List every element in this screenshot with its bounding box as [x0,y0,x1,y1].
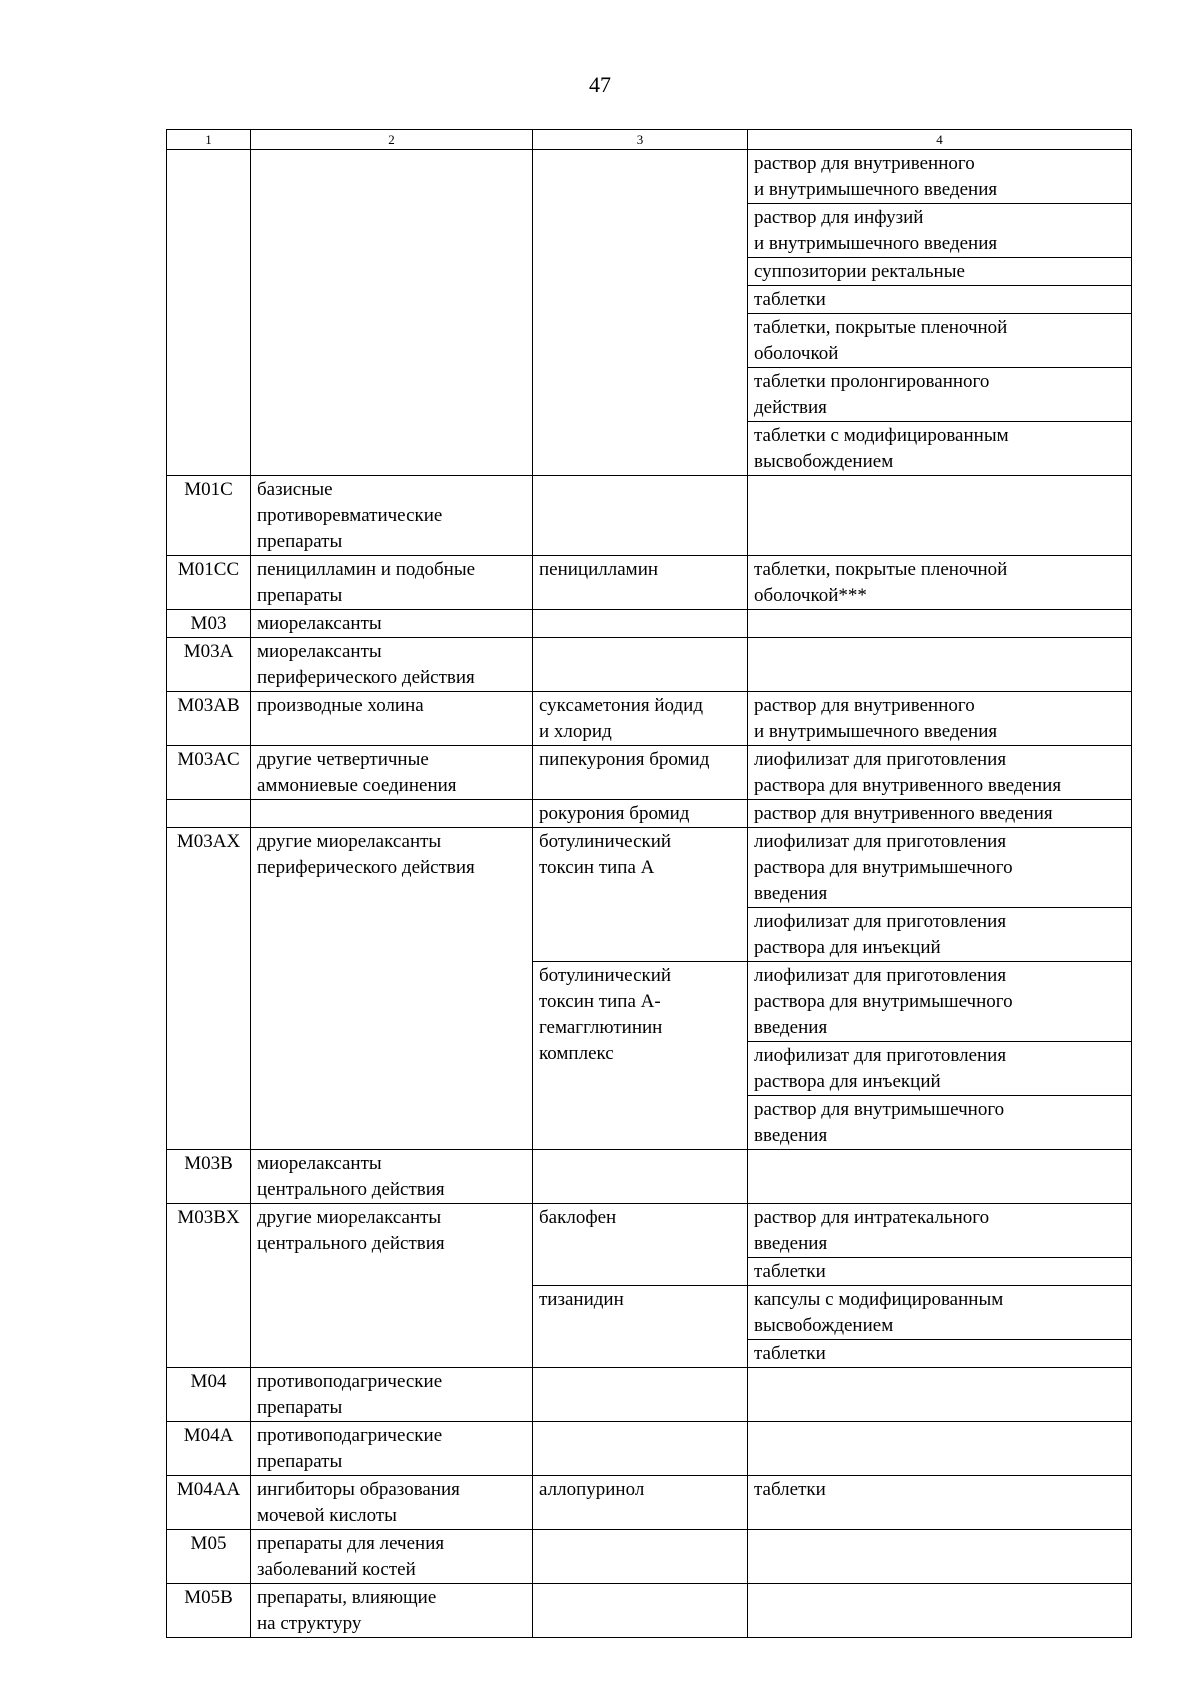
drug-name-cell [533,1150,748,1204]
table-row [167,1204,1132,1258]
dosage-form-cell: таблетки пролонгированного действия [748,368,1132,422]
drug-name-cell: рокурония бромид [533,800,748,828]
table-header-row [167,130,1132,150]
group-name-cell: противоподагрические препараты [251,1368,533,1422]
group-name-cell [251,800,533,828]
dosage-form-cell: лиофилизат для приготовления раствора для внутримышечного введения [748,828,1132,908]
table-row [167,1150,1132,1204]
table-row [167,476,1132,556]
dosage-form-cell: лиофилизат для приготовления раствора для внутримышечного введения [748,962,1132,1042]
dosage-form-cell: лиофилизат для приготовления раствора для инъекций [748,1042,1132,1096]
table-row [167,1368,1132,1422]
drug-name-cell [533,476,748,556]
group-name-cell: миорелаксанты [251,610,533,638]
drug-name-cell: ботулинический токсин типа А- гемагглютинин комплекс [533,962,748,1150]
dosage-form-cell [748,476,1132,556]
atc-code-cell: M03 [167,610,251,638]
table-row [167,150,1132,204]
drug-name-cell: тизанидин [533,1286,748,1368]
drug-name-cell: аллопуринол [533,1476,748,1530]
table-row [167,1584,1132,1638]
dosage-form-cell: таблетки с модифицированным высвобождением [748,422,1132,476]
drug-name-cell: суксаметония йодид и хлорид [533,692,748,746]
dosage-form-cell: таблетки [748,1258,1132,1286]
atc-code-cell: M03AB [167,692,251,746]
drug-table [166,129,1132,1638]
column-header: 4 [748,130,1132,150]
group-name-cell: миорелаксанты периферического действия [251,638,533,692]
group-name-cell: производные холина [251,692,533,746]
atc-code-cell [167,150,251,476]
atc-code-cell [167,800,251,828]
table-row [167,692,1132,746]
dosage-form-cell [748,610,1132,638]
column-header: 2 [251,130,533,150]
drug-name-cell [533,610,748,638]
dosage-form-cell [748,1150,1132,1204]
group-name-cell: противоподагрические препараты [251,1422,533,1476]
group-name-cell: препараты, влияющие на структуру [251,1584,533,1638]
atc-code-cell: M03AC [167,746,251,800]
dosage-form-cell: суппозитории ректальные [748,258,1132,286]
dosage-form-cell [748,1584,1132,1638]
drug-name-cell [533,150,748,476]
atc-code-cell: M04A [167,1422,251,1476]
atc-code-cell: M05 [167,1530,251,1584]
dosage-form-cell: раствор для внутривенного и внутримышечного введения [748,150,1132,204]
dosage-form-cell: лиофилизат для приготовления раствора для инъекций [748,908,1132,962]
dosage-form-cell: раствор для внутримышечного введения [748,1096,1132,1150]
group-name-cell: пеницилламин и подобные препараты [251,556,533,610]
table-row [167,1530,1132,1584]
drug-name-cell [533,638,748,692]
drug-name-cell: ботулинический токсин типа А [533,828,748,962]
atc-code-cell: M04AA [167,1476,251,1530]
drug-name-cell [533,1422,748,1476]
dosage-form-cell: таблетки [748,286,1132,314]
dosage-form-cell: капсулы с модифицированным высвобождением [748,1286,1132,1340]
column-header: 1 [167,130,251,150]
drug-name-cell [533,1530,748,1584]
group-name-cell: другие миорелаксанты периферического действия [251,828,533,1150]
dosage-form-cell [748,1422,1132,1476]
atc-code-cell: M03B [167,1150,251,1204]
atc-code-cell: M03AX [167,828,251,1150]
table-row [167,1476,1132,1530]
drug-name-cell: пипекурония бромид [533,746,748,800]
dosage-form-cell: лиофилизат для приготовления раствора для внутривенного введения [748,746,1132,800]
dosage-form-cell: таблетки, покрытые пленочной оболочкой [748,314,1132,368]
dosage-form-cell: таблетки, покрытые пленочной оболочкой*** [748,556,1132,610]
drug-name-cell: баклофен [533,1204,748,1286]
group-name-cell: другие миорелаксанты центрального действия [251,1204,533,1368]
table-row [167,1422,1132,1476]
table-row [167,746,1132,800]
dosage-form-cell: таблетки [748,1340,1132,1368]
dosage-form-cell: раствор для внутривенного введения [748,800,1132,828]
table-row [167,800,1132,828]
page-number: 47 [589,72,611,97]
atc-code-cell: M01CC [167,556,251,610]
dosage-form-cell: раствор для интратекального введения [748,1204,1132,1258]
dosage-form-cell: раствор для внутривенного и внутримышечного введения [748,692,1132,746]
dosage-form-cell: раствор для инфузий и внутримышечного введения [748,204,1132,258]
dosage-form-cell [748,638,1132,692]
group-name-cell: базисные противоревматические препараты [251,476,533,556]
group-name-cell: другие четвертичные аммониевые соединения [251,746,533,800]
atc-code-cell: M04 [167,1368,251,1422]
atc-code-cell: M03A [167,638,251,692]
dosage-form-cell [748,1530,1132,1584]
group-name-cell: миорелаксанты центрального действия [251,1150,533,1204]
atc-code-cell: M01C [167,476,251,556]
drug-name-cell: пеницилламин [533,556,748,610]
dosage-form-cell: таблетки [748,1476,1132,1530]
atc-code-cell: M05B [167,1584,251,1638]
drug-name-cell [533,1584,748,1638]
dosage-form-cell [748,1368,1132,1422]
drug-name-cell [533,1368,748,1422]
column-header: 3 [533,130,748,150]
group-name-cell: ингибиторы образования мочевой кислоты [251,1476,533,1530]
atc-code-cell: M03BX [167,1204,251,1368]
group-name-cell [251,150,533,476]
table-row [167,638,1132,692]
group-name-cell: препараты для лечения заболеваний костей [251,1530,533,1584]
table-row [167,828,1132,908]
table-row [167,610,1132,638]
table-row [167,556,1132,610]
